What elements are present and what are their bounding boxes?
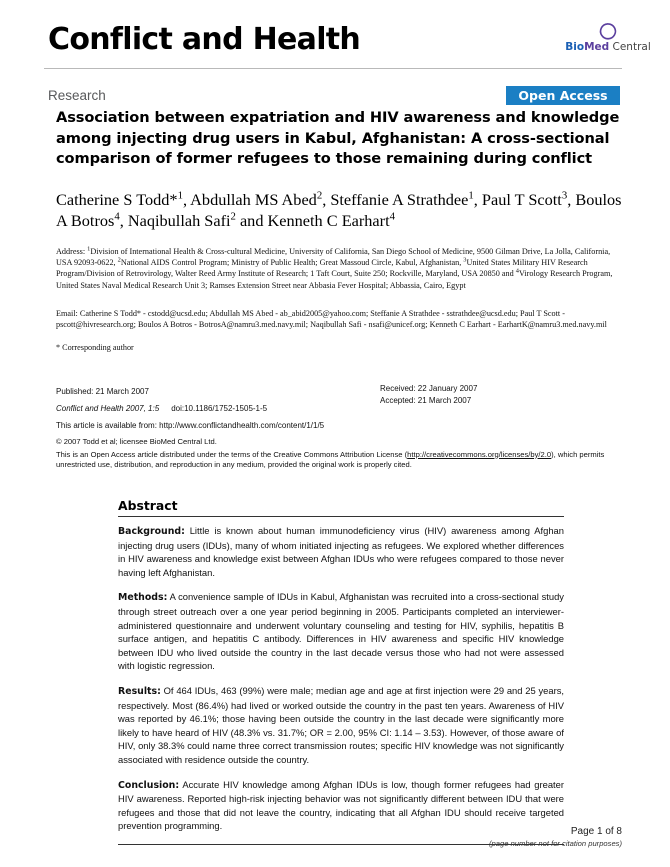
page-title: Association between expatriation and HIV awareness and knowledge among injecting drug users in Kabul, Afghanistan: A cross-sectional comparison of former refugees to those remaining during conflict — [56, 109, 620, 167]
license-block — [56, 437, 618, 471]
abstract-methods-text: A convenience sample of IDUs in Kabul, Afghanistan was recruited into a cross-sectional study through street outreach over a one year period beginning in 2005. Participants completed an interviewer-administered questionnaire and underwent voluntary counseling and testing for HIV, syphilis, hepatitis B surface antigen, and hepatitis C antibody. Differences in HIV awareness and specific HIV knowledge between IDU who lived outside the country in the last decade versus those who had not were assessed with logistic regression. — [118, 591, 564, 672]
received-date: Received: 22 January 2007 — [380, 384, 478, 393]
abstract-conclusion-label: Conclusion: — [118, 779, 180, 791]
citation-line — [56, 400, 386, 417]
logo-bio-text: Bio — [565, 41, 585, 53]
journal-title: Conflict and Health — [48, 22, 361, 57]
abstract-conclusion-text: Accurate HIV knowledge among Afghan IDUs is low, though former refugees had greater HIV awareness. Reported high-risk injecting behavior was not significantly different between IDU that were refugees and those that did not leave the country, indicating that all Afghan IDU should receive targeted prevention programming. — [118, 778, 564, 832]
logo-med-text: Med — [584, 41, 610, 53]
masthead — [0, 0, 670, 68]
biomed-arc-icon — [597, 22, 619, 41]
masthead-divider — [44, 68, 622, 69]
publication-info — [56, 383, 386, 434]
page-number: Page 1 of 8 — [570, 826, 622, 837]
abstract-methods-label: Methods: — [118, 592, 168, 604]
page-footer — [322, 826, 622, 848]
article-url-line[interactable]: This article is available from: http://www.conflictandhealth.com/content/1/1/5 — [56, 421, 325, 430]
abstract-section — [118, 498, 564, 845]
copyright-line: © 2007 Todd et al; licensee BioMed Central Ltd. — [56, 437, 217, 446]
abstract-top-divider — [118, 516, 564, 517]
abstract-conclusion — [118, 778, 564, 833]
license-text-line2: which permits unrestricted use, distribution, and reproduction in any medium, provided the original work is properly cited. — [56, 449, 605, 470]
corresponding-author-note: * Corresponding author — [56, 343, 134, 352]
abstract-background-label: Background: — [118, 526, 185, 537]
biomed-central-logo — [560, 22, 656, 53]
abstract-results — [118, 684, 564, 767]
journal-citation: Conflict and Health 2007, 1:5 — [56, 404, 160, 413]
doi-text: doi:10.1186/1752-1505-1-5 — [171, 404, 268, 413]
abstract-background — [118, 524, 564, 579]
received-accepted-info — [380, 383, 477, 406]
logo-central-text: Central — [612, 41, 651, 53]
affiliations-block: Address: $^1$Division of International Health & Cross-cultural Medicine, University of California, San Diego School of Medicine, 9500 Gilman Drive, La Jolla, California, USA 92093-0622, $^2$National AIDS Control Program; Ministry of Public Health; Great Massoud Circle, Kabul, Afghanistan, $^3$United States Military HIV Research Program/Division of Retrovirology, Walter Reed Army Institute of Research; 1 Taft Court, Suite 250; Rockville, Maryland, USA 20850 and $^4$Virology Research Program, United States Naval Medical Research Unit 3; Ramses Extension Street near Abbasia Fever Hospital; Abbassia, Cairo, Egypt — [56, 245, 613, 290]
license-text — [56, 450, 618, 471]
emails-block: Email: Catherine S Todd* - cstodd@ucsd.edu; Abdullah MS Abed - ab_abid2005@yahoo.com; Steffanie A Strathdee - sstrathdee@ucsd.edu; Paul T Scott - pscott@hivresearch.org; Boulos A Botros - BotrosA@namru3.med.navy.mil; Naqibullah Safi - nsafi@unicef.org; Kenneth C Earhart - EarhartK@namru3.med.navy.mil — [56, 309, 607, 330]
open-access-badge: Open Access — [506, 86, 620, 105]
license-text-pre: This is an Open Access article distributed under the terms of the Creative Commons Attribution License ( — [56, 449, 408, 459]
license-text-post: ), — [551, 449, 556, 459]
article-type-label: Research — [48, 88, 106, 103]
license-link[interactable]: http://creativecommons.org/licenses/by/2.0 — [407, 449, 552, 459]
abstract-methods — [118, 590, 564, 673]
abstract-heading: Abstract — [118, 498, 178, 513]
biomed-wordmark — [560, 42, 656, 53]
page-number-note: (page number not for citation purposes) — [489, 839, 622, 848]
published-date: Published: 21 March 2007 — [56, 387, 149, 396]
accepted-date: Accepted: 21 March 2007 — [380, 395, 472, 405]
abstract-background-text: Little is known about human immunodeficiency virus (HIV) awareness among Afghan injecting drug users (IDUs), many of whom initiated injecting as refugees. We explored whether differences in HIV awareness and knowledge exist between Afghan IDUs who were refugees compared to those never having left Afghanistan. — [118, 525, 564, 578]
author-list: Catherine S Todd*$^1$, Abdullah MS Abed$^2$, Steffanie A Strathdee$^1$, Paul T Scott$^3$, Boulos A Botros$^4$, Naqibullah Safi$^2$ and Kenneth C Earhart$^4$ — [56, 189, 622, 230]
abstract-results-label: Results: — [118, 685, 161, 697]
abstract-results-text: Of 464 IDUs, 463 (99%) were male; median age and age at first injection were 29 and 25 years, respectively. Most (86.4%) had lived or worked outside the country in the past ten years. Awareness of HIV was reported by 46.1%; those having been outside the country in the last decade were significantly more likely to have heard of HIV (48.3% vs. 31.7%; OR = 2.00, 95% CI: 1.14 – 3.53). However, of those aware of HIV, only 38.3% could name three correct transmission routes; specific HIV knowledge was not significantly associated with residence outside the country. — [118, 684, 564, 765]
